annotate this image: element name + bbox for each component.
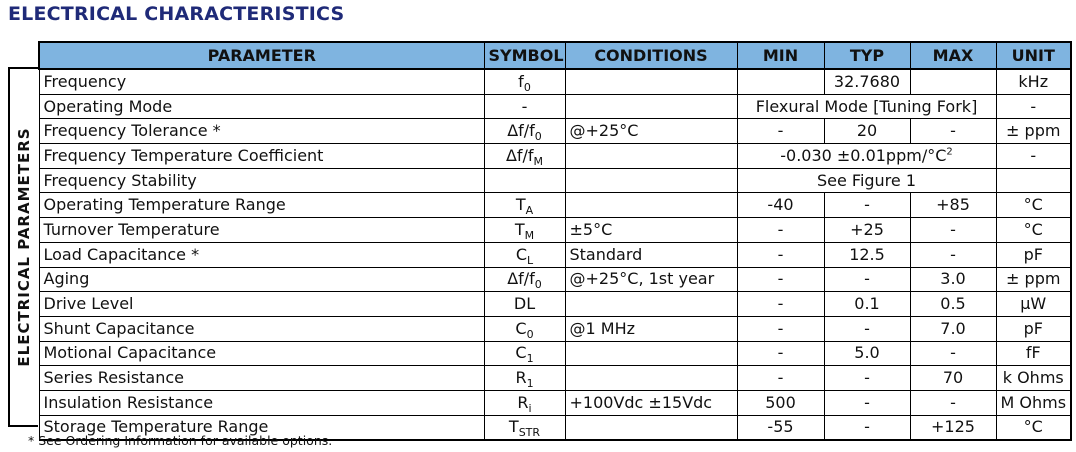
max-cell: 7.0	[910, 316, 996, 341]
header-unit: UNIT	[996, 42, 1071, 69]
table-row	[39, 119, 1071, 144]
conditions-cell: @+25°C, 1st year	[565, 267, 737, 292]
symbol-cell	[484, 69, 565, 94]
conditions-cell	[565, 366, 737, 391]
unit-cell: °C	[996, 218, 1071, 243]
parameter-cell: Turnover Temperature	[39, 218, 484, 243]
unit-cell: kHz	[996, 69, 1071, 94]
symbol-cell	[484, 415, 565, 440]
conditions-cell: @1 MHz	[565, 316, 737, 341]
typ-cell: -	[824, 316, 910, 341]
symbol-subscript: M	[533, 155, 544, 169]
unit-cell: fF	[996, 341, 1071, 366]
symbol-cell	[484, 193, 565, 218]
parameter-cell: Operating Mode	[39, 94, 484, 119]
unit-cell: k Ohms	[996, 366, 1071, 391]
header-conditions: CONDITIONS	[565, 42, 737, 69]
unit-cell: °C	[996, 415, 1071, 440]
parameter-cell: Shunt Capacitance	[39, 316, 484, 341]
symbol-cell	[484, 267, 565, 292]
parameter-cell: Aging	[39, 267, 484, 292]
conditions-cell: ±5°C	[565, 218, 737, 243]
max-cell	[910, 69, 996, 94]
table-row	[39, 94, 1071, 119]
min-cell: -	[737, 316, 824, 341]
min-cell: -	[737, 366, 824, 391]
typ-cell: 0.1	[824, 292, 910, 317]
symbol-cell	[484, 144, 565, 169]
symbol-text: C	[515, 318, 527, 338]
conditions-cell	[565, 193, 737, 218]
table-row	[39, 168, 1071, 193]
symbol-cell	[484, 168, 565, 193]
conditions-cell	[565, 69, 737, 94]
symbol-subscript: 0	[534, 130, 542, 144]
header-symbol: SYMBOL	[484, 42, 565, 69]
symbol-text: Δf/f	[505, 145, 534, 165]
symbol-cell	[484, 366, 565, 391]
max-cell: 3.0	[910, 267, 996, 292]
typ-cell: +25	[824, 218, 910, 243]
table-row	[39, 267, 1071, 292]
symbol-text: C	[515, 244, 528, 264]
symbol-text: T	[514, 219, 525, 239]
symbol-subscript: i	[528, 401, 532, 415]
table-row	[39, 69, 1071, 94]
max-cell: -	[910, 218, 996, 243]
parameter-cell: Frequency Tolerance *	[39, 119, 484, 144]
typ-cell: -	[824, 390, 910, 415]
footnote: * See Ordering Information for available options.	[28, 433, 333, 448]
max-cell: +125	[910, 415, 996, 440]
specifications-table	[38, 41, 1072, 441]
symbol-cell	[484, 242, 565, 267]
conditions-cell	[565, 415, 737, 440]
min-cell: -	[737, 218, 824, 243]
merged-value-superscript: 2	[946, 146, 953, 158]
symbol-cell	[484, 218, 565, 243]
typ-cell: -	[824, 193, 910, 218]
symbol-subscript: 0	[526, 327, 534, 341]
table-row	[39, 390, 1071, 415]
symbol-text: DL	[513, 294, 536, 314]
symbol-text: Δf/f	[507, 269, 535, 289]
table-row	[39, 366, 1071, 391]
symbol-subscript: 1	[526, 377, 534, 391]
unit-cell: °C	[996, 193, 1071, 218]
symbol-cell	[484, 292, 565, 317]
parameter-cell: Frequency Stability	[39, 168, 484, 193]
unit-cell: M Ohms	[996, 390, 1071, 415]
typ-cell: 5.0	[824, 341, 910, 366]
min-cell: -	[737, 292, 824, 317]
unit-cell: ± ppm	[996, 119, 1071, 144]
min-cell: -55	[737, 415, 824, 440]
symbol-cell	[484, 341, 565, 366]
typ-cell: 12.5	[824, 242, 910, 267]
parameter-cell: Storage Temperature Range	[39, 415, 484, 440]
conditions-cell	[565, 168, 737, 193]
merged-value-text: -0.030 ±0.01ppm/°C	[780, 145, 947, 165]
parameter-cell: Motional Capacitance	[39, 341, 484, 366]
max-cell: -	[910, 119, 996, 144]
typ-cell: -	[824, 267, 910, 292]
parameter-cell: Frequency Temperature Coefficient	[39, 144, 484, 169]
table-header-row	[39, 42, 1071, 69]
symbol-subscript: 0	[523, 81, 531, 95]
typ-cell: 32.7680	[824, 69, 910, 94]
unit-cell: pF	[996, 316, 1071, 341]
conditions-cell	[565, 144, 737, 169]
min-cell	[737, 69, 824, 94]
conditions-cell	[565, 292, 737, 317]
parameter-cell: Load Capacitance *	[39, 242, 484, 267]
symbol-cell	[484, 119, 565, 144]
min-cell: -	[737, 242, 824, 267]
conditions-cell: Standard	[565, 242, 737, 267]
parameter-cell: Frequency	[39, 69, 484, 94]
min-cell: 500	[737, 390, 824, 415]
symbol-subscript: STR	[518, 426, 541, 440]
symbol-subscript: 1	[526, 352, 534, 366]
unit-cell: pF	[996, 242, 1071, 267]
section-sidebar	[8, 67, 38, 427]
max-cell: -	[910, 390, 996, 415]
symbol-text: f	[518, 71, 524, 91]
symbol-cell	[484, 390, 565, 415]
conditions-cell	[565, 341, 737, 366]
parameter-cell: Series Resistance	[39, 366, 484, 391]
min-cell: -40	[737, 193, 824, 218]
symbol-text: R	[515, 368, 527, 388]
symbol-text: R	[517, 392, 529, 412]
conditions-cell	[565, 94, 737, 119]
unit-cell: ± ppm	[996, 267, 1071, 292]
max-cell: -	[910, 242, 996, 267]
parameter-cell: Drive Level	[39, 292, 484, 317]
header-min: MIN	[737, 42, 824, 69]
unit-cell: µW	[996, 292, 1071, 317]
typ-cell: 20	[824, 119, 910, 144]
symbol-subscript: 0	[534, 278, 542, 292]
table-row	[39, 193, 1071, 218]
merged-value-cell	[737, 94, 996, 119]
typ-cell: -	[824, 415, 910, 440]
symbol-text: -	[521, 96, 528, 116]
min-cell: -	[737, 341, 824, 366]
header-parameter: PARAMETER	[39, 42, 484, 69]
merged-value-text: See Figure 1	[816, 170, 917, 190]
table-row	[39, 242, 1071, 267]
header-max: MAX	[910, 42, 996, 69]
symbol-subscript: M	[524, 229, 535, 243]
symbol-text: C	[515, 343, 527, 363]
merged-value-cell	[737, 144, 996, 169]
min-cell: -	[737, 119, 824, 144]
symbol-subscript: L	[527, 253, 534, 267]
conditions-cell: @+25°C	[565, 119, 737, 144]
table-row	[39, 218, 1071, 243]
symbol-text: Δf/f	[507, 121, 535, 141]
page-title: ELECTRICAL CHARACTERISTICS	[8, 3, 345, 25]
symbol-text: T	[508, 417, 519, 437]
merged-value-cell	[737, 168, 996, 193]
section-label: ELECTRICAL PARAMETERS	[15, 127, 33, 367]
symbol-cell	[484, 316, 565, 341]
max-cell: 0.5	[910, 292, 996, 317]
table-row	[39, 316, 1071, 341]
symbol-text: T	[515, 195, 526, 215]
header-typ: TYP	[824, 42, 910, 69]
unit-cell: -	[996, 144, 1071, 169]
parameter-cell: Insulation Resistance	[39, 390, 484, 415]
conditions-cell: +100Vdc ±15Vdc	[565, 390, 737, 415]
max-cell: -	[910, 341, 996, 366]
typ-cell: -	[824, 366, 910, 391]
unit-cell	[996, 168, 1071, 193]
max-cell: 70	[910, 366, 996, 391]
parameter-cell: Operating Temperature Range	[39, 193, 484, 218]
table-row	[39, 341, 1071, 366]
symbol-subscript: A	[525, 204, 534, 218]
unit-cell: -	[996, 94, 1071, 119]
table-row	[39, 144, 1071, 169]
symbol-cell	[484, 94, 565, 119]
table-row	[39, 292, 1071, 317]
merged-value-text: Flexural Mode [Tuning Fork]	[755, 96, 978, 116]
max-cell: +85	[910, 193, 996, 218]
min-cell: -	[737, 267, 824, 292]
